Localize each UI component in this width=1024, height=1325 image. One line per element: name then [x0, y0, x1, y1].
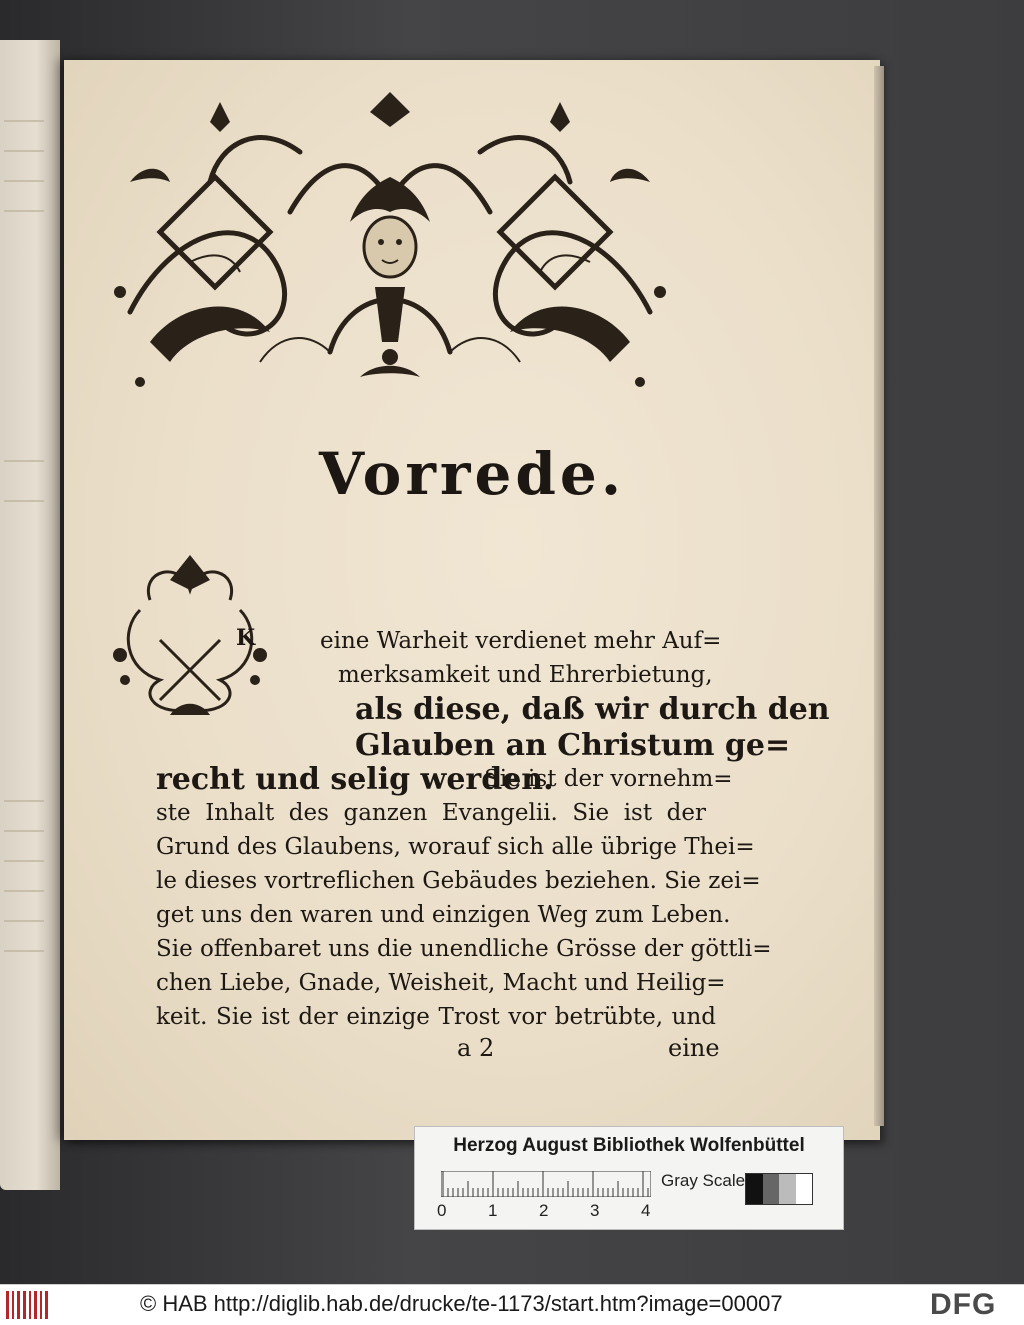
text-line-12: keit. Sie ist der einzige Trost vor betrübte, und [156, 1004, 716, 1030]
text-line-2: merksamkeit und Ehrerbietung, [338, 662, 713, 688]
left-page-edge [0, 40, 60, 1190]
ruler-mark-4: 4 [641, 1201, 651, 1220]
ruler-mark-3: 3 [590, 1201, 600, 1220]
text-line-5b: Sie ist der vornehm= [484, 766, 733, 792]
gray-scale-label: Gray Scale [661, 1171, 746, 1190]
ruler-mark-2: 2 [539, 1201, 549, 1220]
initial-letter: K [236, 625, 256, 651]
ornamental-headpiece [90, 82, 690, 397]
gray-swatches [745, 1173, 813, 1205]
footer-bar [0, 1284, 1024, 1325]
page-edge [874, 66, 884, 1126]
text-line-5a: recht und selig werden. [156, 762, 554, 797]
text-line-3: als diese, daß wir durch den [355, 692, 830, 727]
footer-credit-url[interactable]: © HAB http://diglib.hab.de/drucke/te-1173/start.htm?image=00007 [140, 1291, 783, 1316]
gray-scale-target [414, 1126, 844, 1230]
text-line-10: Sie offenbaret uns die unendliche Grösse der göttli= [156, 936, 772, 962]
ruler-mark-1: 1 [488, 1201, 498, 1220]
target-title: Herzog August Bibliothek Wolfenbüttel [453, 1135, 805, 1156]
page-heading: Vorrede. [318, 440, 626, 508]
ruler-mark-0: 0 [437, 1201, 447, 1220]
text-line-11: chen Liebe, Gnade, Weisheit, Macht und Heilig= [156, 970, 726, 996]
catchword: eine [668, 1034, 720, 1062]
text-line-9: get uns den waren und einzigen Weg zum Leben. [156, 902, 731, 928]
signature-mark: a 2 [457, 1034, 495, 1062]
cm-ruler [441, 1171, 651, 1197]
dfg-logo-icon: DFG [930, 1288, 997, 1321]
text-line-6: ste Inhalt des ganzen Evangelii. Sie ist der [156, 800, 706, 826]
text-line-8: le dieses vortreflichen Gebäudes beziehen. Sie zei= [156, 868, 761, 894]
text-line-1: eine Warheit verdienet mehr Auf= [320, 628, 722, 654]
text-line-7: Grund des Glaubens, worauf sich alle übrige Thei= [156, 834, 755, 860]
text-line-4: Glauben an Christum ge= [355, 728, 791, 763]
hab-logo-icon [6, 1291, 48, 1319]
